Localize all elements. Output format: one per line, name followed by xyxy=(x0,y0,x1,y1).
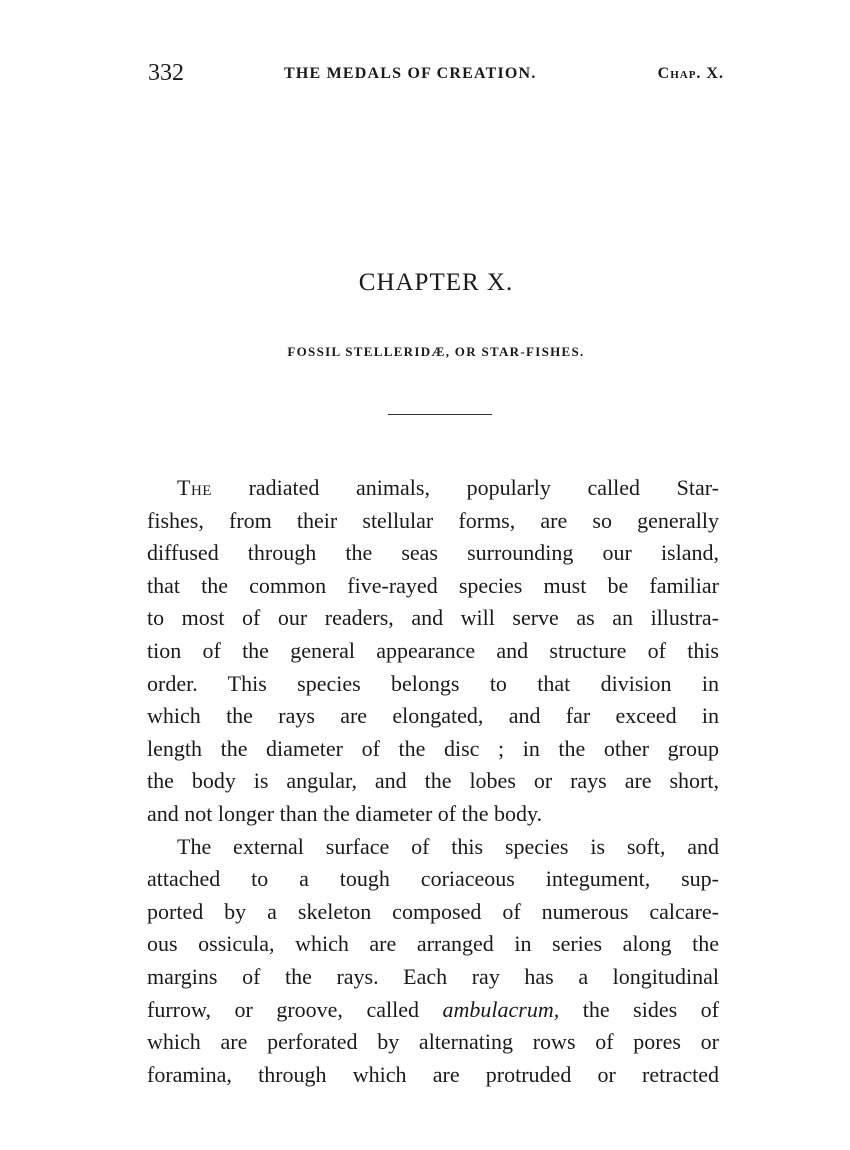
text-line: that the common five-rayed species must be familiar xyxy=(147,572,719,598)
chapter-title: CHAPTER X. xyxy=(358,269,514,296)
running-head xyxy=(148,58,724,88)
text-line: attached to a tough coriaceous integument, sup- xyxy=(147,866,719,892)
text-line: margins of the rays. Each ray has a longitudinal xyxy=(147,963,719,989)
paragraph-1 xyxy=(147,472,719,831)
text-line: ported by a skeleton composed of numerous calcare- xyxy=(147,898,719,924)
text-line: which are perforated by alternating rows of pores or xyxy=(147,1029,719,1055)
text-line: which the rays are elongated, and far exceed in xyxy=(147,703,719,729)
text-line: to most of our readers, and will serve as an illustra- xyxy=(147,605,719,631)
text-line: diffused through the seas surrounding our island, xyxy=(147,540,719,566)
text-segment: furrow, or groove, called xyxy=(147,996,443,1022)
text-line: The external surface of this species is soft, and xyxy=(177,833,719,859)
text-line: ous ossicula, which are arranged in series along the xyxy=(147,931,719,957)
chapter-reference: Chap. X. xyxy=(657,65,724,82)
chapter-subtitle: FOSSIL STELLERIDÆ, OR STAR-FISHES. xyxy=(287,344,585,359)
text-line: order. This species belongs to that division in xyxy=(147,670,719,696)
text-line: fishes, from their stellular forms, are so generally xyxy=(147,507,719,533)
text-segment: the sides of xyxy=(559,996,720,1022)
paragraph-lead-word: The xyxy=(177,475,212,500)
text-line: and not longer than the diameter of the body. xyxy=(147,800,543,826)
paragraph-2 xyxy=(147,831,719,1092)
text-line: length the diameter of the disc ; in the other group xyxy=(147,735,719,761)
text-line xyxy=(147,472,719,505)
italic-term: ambulacrum, xyxy=(442,996,560,1022)
page-number: 332 xyxy=(148,60,184,86)
section-divider xyxy=(388,414,492,415)
body-text xyxy=(147,472,719,1091)
text-line: tion of the general appearance and structure of this xyxy=(147,637,719,663)
text-line: foramina, through which are protruded or retracted xyxy=(147,1061,719,1087)
text-line: the body is angular, and the lobes or rays are short, xyxy=(147,768,719,794)
book-title: THE MEDALS OF CREATION. xyxy=(284,65,537,82)
text-line-content: radiated animals, popularly called Star- xyxy=(211,475,719,500)
text-line xyxy=(147,994,719,1027)
